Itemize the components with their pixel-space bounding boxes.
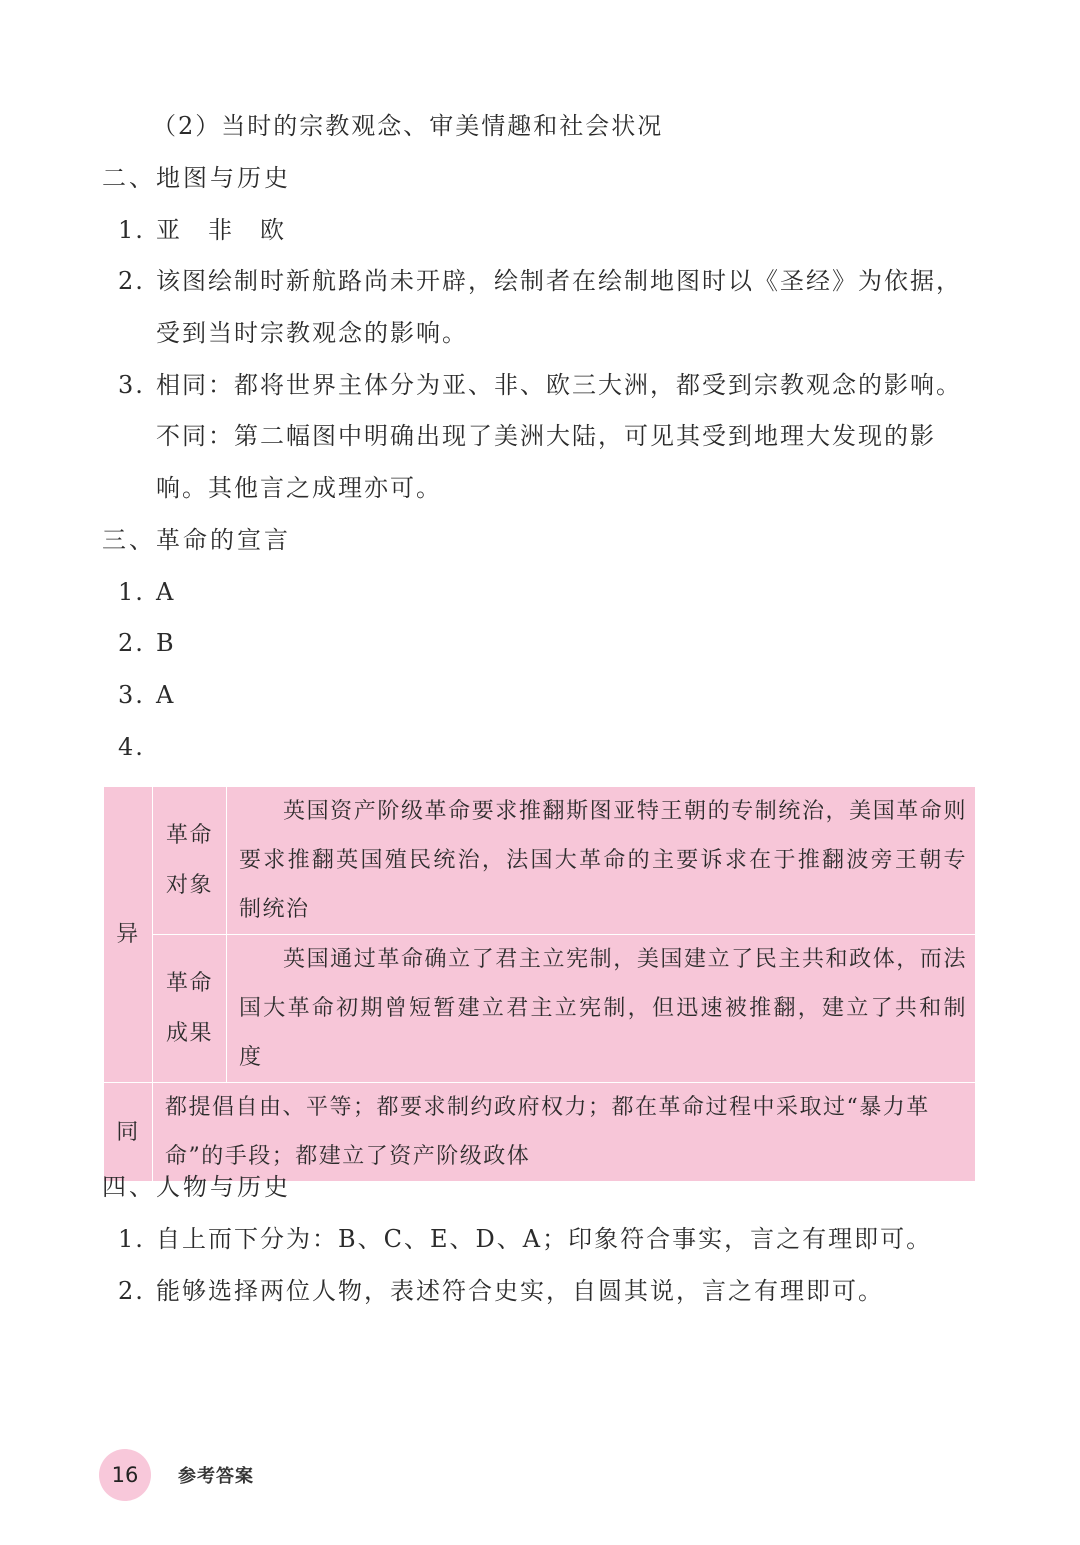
list-item xyxy=(118,732,156,762)
footer-label: 参考答案 xyxy=(178,1466,254,1487)
item-text: A xyxy=(156,578,176,606)
list-item xyxy=(118,1224,932,1254)
item-number: 1. xyxy=(118,1225,145,1253)
table-row xyxy=(104,1083,976,1182)
item-number: 3. xyxy=(118,371,145,399)
item-text: 自上而下分为：B、C、E、D、A；印象符合事实，言之有理即可。 xyxy=(156,1225,933,1253)
item-text-continuation: 不同：第二幅图中明确出现了美洲大陆，可见其受到地理大发现的影 xyxy=(156,422,936,450)
answer-line: （2）当时的宗教观念、审美情趣和社会状况 xyxy=(152,112,664,140)
row-label: 成果 xyxy=(165,1020,213,1046)
list-item xyxy=(118,1276,884,1306)
item-number: 2. xyxy=(118,267,145,295)
section-heading-figures-history: 四、人物与历史 xyxy=(102,1173,291,1201)
page-number-badge: 16 xyxy=(99,1449,151,1501)
diff-label-cell: 异 xyxy=(104,787,153,1083)
row-label-cell xyxy=(153,935,227,1083)
row-label: 革命 xyxy=(165,822,213,848)
similarity-cell: 都提倡自由、平等；都要求制约政府权力；都在革命过程中采取过“暴力革命”的手段；都建立了资产阶级政体 xyxy=(153,1083,976,1182)
item-number: 2. xyxy=(118,1277,145,1305)
list-item xyxy=(118,266,962,296)
row-label: 对象 xyxy=(165,872,213,898)
item-text: 该图绘制时新航路尚未开辟，绘制者在绘制地图时以《圣经》为依据， xyxy=(156,267,962,295)
list-item xyxy=(118,215,286,245)
revolution-result-cell: 英国通过革命确立了君主立宪制，美国建立了民主共和政体，而法国大革命初期曾短暂建立君主立宪制，但迅速被推翻，建立了共和制度 xyxy=(227,935,976,1083)
revolution-target-cell: 英国资产阶级革命要求推翻斯图亚特王朝的专制统治，美国革命则要求推翻英国殖民统治，法国大革命的主要诉求在于推翻波旁王朝专制统治 xyxy=(227,787,976,935)
item-text: 相同：都将世界主体分为亚、非、欧三大洲，都受到宗教观念的影响。 xyxy=(156,371,962,399)
list-item xyxy=(118,680,175,710)
section-heading-revolution: 三、革命的宣言 xyxy=(102,526,291,554)
item-text: B xyxy=(156,629,176,657)
item-text-continuation: 响。其他言之成理亦可。 xyxy=(156,474,442,502)
item-number: 1. xyxy=(118,216,145,244)
comparison-table xyxy=(103,786,976,1182)
table-row xyxy=(104,935,976,1083)
item-text-continuation: 受到当时宗教观念的影响。 xyxy=(156,319,468,347)
item-text: 亚 非 欧 xyxy=(156,216,286,244)
row-label-cell xyxy=(153,787,227,935)
item-number: 4. xyxy=(118,733,145,761)
table-row xyxy=(104,787,976,935)
row-label: 革命 xyxy=(165,970,213,996)
list-item xyxy=(118,370,962,400)
item-number: 2. xyxy=(118,629,145,657)
list-item xyxy=(118,628,176,658)
section-heading-map-history: 二、地图与历史 xyxy=(102,164,291,192)
item-number: 3. xyxy=(118,681,145,709)
item-number: 1. xyxy=(118,578,145,606)
item-text: 能够选择两位人物，表述符合史实，自圆其说，言之有理即可。 xyxy=(156,1277,884,1305)
list-item xyxy=(118,577,175,607)
item-text: A xyxy=(156,681,176,709)
same-label-cell: 同 xyxy=(104,1083,153,1182)
